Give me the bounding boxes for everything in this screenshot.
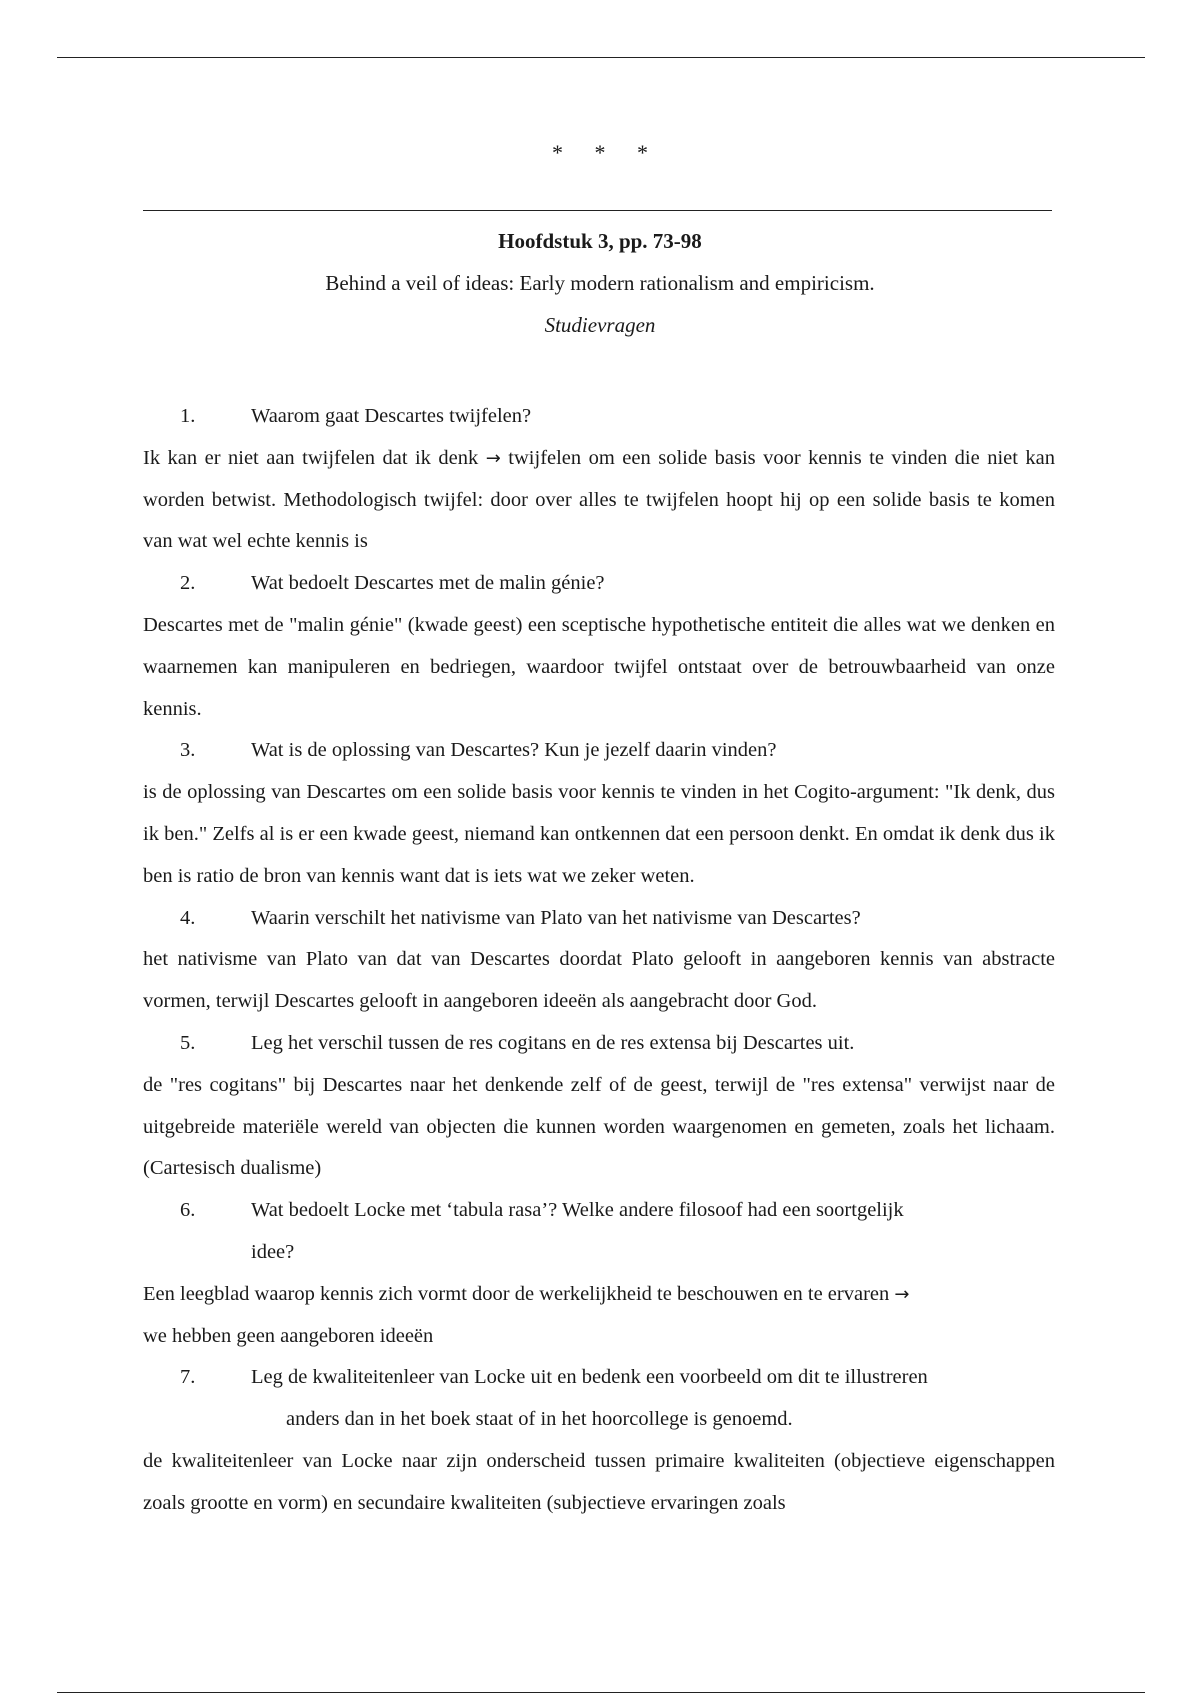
separator-star: *	[552, 140, 563, 165]
answer-text: de "res cogitans" bij Descartes naar het denkende zelf of de geest, terwijl de "res extensa" verwijst naar de uitgebreide materiële wereld van objecten die kunnen worden waargenomen en gemeten, zoals het lichaam. (Cartesisch dualisme)	[143, 1073, 1055, 1180]
arrow-right-icon: →	[485, 447, 501, 469]
section-rule	[143, 210, 1052, 211]
question-text: Waarom gaat Descartes twijfelen?	[251, 405, 532, 427]
question-number: 1.	[180, 405, 196, 427]
separator-star: *	[594, 140, 606, 165]
arrow-right-icon: →	[894, 1283, 910, 1305]
question-item	[143, 1357, 1055, 1441]
study-questions-label: Studievragen	[544, 313, 656, 337]
page-top-rule	[57, 57, 1145, 58]
chapter-title: Hoofdstuk 3, pp. 73-98	[498, 229, 702, 253]
answer-text: het nativisme van Plato van dat van Descartes doordat Plato gelooft in aangeboren kennis van abstracte vormen, terwijl Descartes gelooft in aangeboren ideeën als aangebracht door God.	[143, 948, 1055, 1013]
question-text: Wat bedoelt Locke met ‘tabula rasa’? Welke andere filosoof had een soortgelijk idee?	[251, 1199, 904, 1263]
question-item	[143, 396, 1055, 438]
question-item	[143, 730, 1055, 772]
questions-list	[143, 396, 1055, 1525]
section-separator-stars	[0, 140, 1200, 166]
question-number: 5.	[180, 1031, 196, 1054]
question-text: Leg het verschil tussen de res cogitans en de res extensa bij Descartes uit.	[251, 1031, 855, 1054]
answer-text: is de oplossing van Descartes om een solide basis voor kennis te vinden in het Cogito-argument: "Ik denk, dus ik ben." Zelfs al is er een kwade geest, niemand kan ontkennen dat een persoon denkt. En omdat ik denk dus ik ben is ratio de bron van kennis want dat is iets wat we zeker weten.	[143, 781, 1055, 887]
answer-text: Ik kan er niet aan twijfelen dat ik denk → twijfelen om een solide basis voor kennis te vinden die niet kan worden betwist. Methodologisch twijfel: door over alles te twijfelen hoopt hij op een solide basis te komen van wat wel echte kennis is	[143, 446, 1056, 553]
chapter-subtitle: Behind a veil of ideas: Early modern rationalism and empiricism.	[325, 271, 875, 295]
question-item	[143, 1023, 1055, 1065]
answer-text: Een leegblad waarop kennis zich vormt door de werkelijkheid te beschouwen en te ervaren → we hebben geen aangeboren ideeën	[143, 1282, 910, 1347]
separator-star: *	[637, 140, 648, 165]
question-item	[143, 1190, 1055, 1274]
question-text: Wat is de oplossing van Descartes? Kun je jezelf daarin vinden?	[251, 739, 777, 762]
question-item	[143, 898, 1055, 940]
page-bottom-rule	[57, 1692, 1145, 1693]
question-number: 7.	[180, 1366, 196, 1389]
question-text: Leg de kwaliteitenleer van Locke uit en bedenk een voorbeeld om dit te illustreren anders dan in het boek staat of in het hoorcollege is genoemd.	[251, 1366, 928, 1431]
question-number: 3.	[180, 739, 196, 762]
question-text: Waarin verschilt het nativisme van Plato van het nativisme van Descartes?	[251, 906, 861, 929]
question-item	[143, 563, 1055, 605]
question-number: 4.	[180, 906, 196, 929]
question-number: 2.	[180, 572, 196, 595]
answer-text: Descartes met de "malin génie" (kwade geest) een sceptische hypothetische entiteit die alles wat we denken en waarnemen kan manipuleren en bedriegen, waardoor twijfel ontstaat over de betrouwbaarheid van onze kennis.	[143, 613, 1055, 720]
question-number: 6.	[180, 1199, 196, 1222]
question-text: Wat bedoelt Descartes met de malin génie?	[251, 572, 605, 595]
answer-text: de kwaliteitenleer van Locke naar zijn onderscheid tussen primaire kwaliteiten (objectieve eigenschappen zoals grootte en vorm) en secundaire kwaliteiten (subjectieve ervaringen zoals	[143, 1449, 1055, 1514]
